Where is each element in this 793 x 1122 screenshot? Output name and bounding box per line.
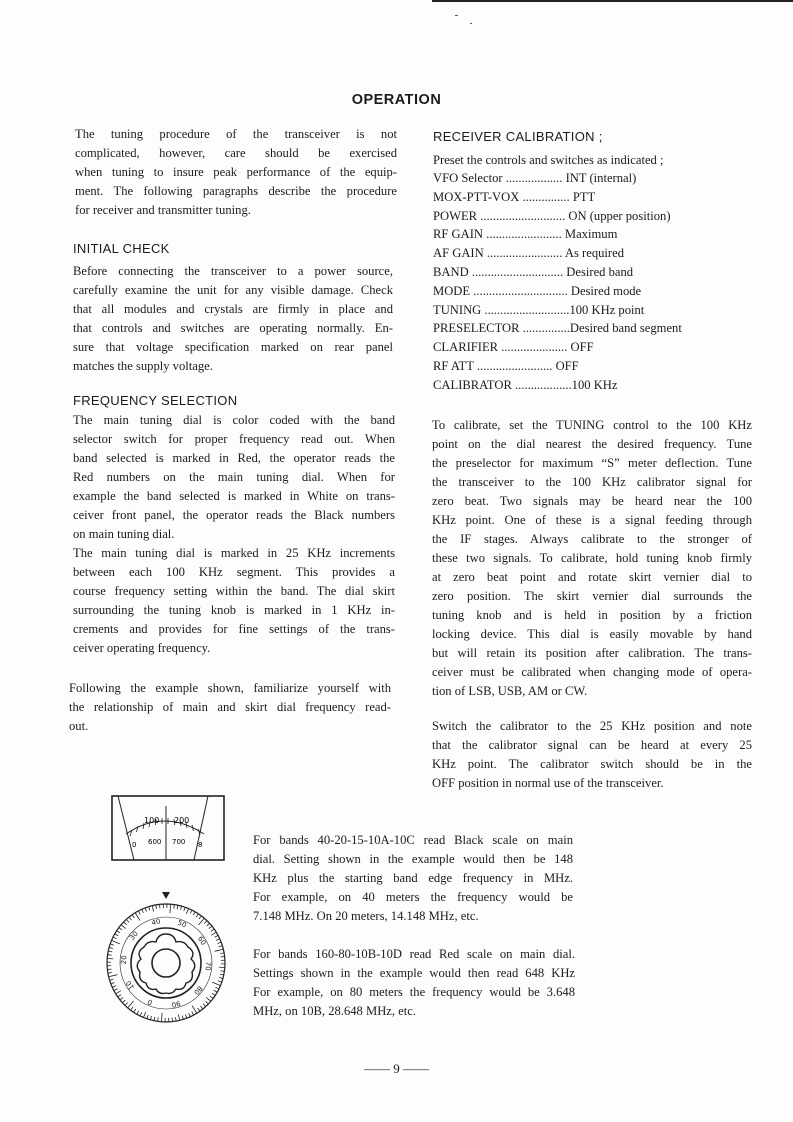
setting-name: RF ATT — [433, 358, 474, 373]
skirt-scale-label: 40 — [150, 917, 162, 928]
setting-name: BAND — [433, 264, 469, 279]
skirt-tick — [115, 934, 118, 936]
skirt-tick — [174, 905, 175, 909]
skirt-tick — [132, 915, 134, 918]
text-line: sure that voltage specification marked on rear panel — [73, 340, 393, 354]
skirt-tick — [122, 1000, 125, 1003]
setting-leader-dots: ........................ — [483, 227, 565, 242]
skirt-tick — [131, 1007, 133, 1010]
skirt-tick — [199, 916, 201, 919]
skirt-tick — [129, 917, 132, 920]
skirt-tick — [124, 922, 127, 925]
text-line: that all modules and crystals are firmly in place and — [73, 302, 393, 316]
skirt-tick — [185, 1014, 186, 1018]
skirt-scale-label: 50 — [176, 918, 188, 930]
setting-leader-dots: ........................ — [483, 246, 565, 261]
skirt-tick — [220, 974, 224, 975]
skirt-tick — [204, 921, 207, 924]
setting-value: PTT — [572, 189, 596, 204]
setting-name: MODE — [433, 283, 471, 298]
skirt-dial — [107, 904, 225, 1022]
text-line: Before connecting the transceiver to a power source, — [73, 264, 393, 278]
skirt-tick — [206, 997, 211, 1001]
setting-value: INT (internal) — [565, 171, 637, 185]
skirt-tick — [218, 981, 222, 982]
skirt-tick — [181, 906, 182, 910]
text-line: For bands 40-20-15-10A-10C read Black scale on main — [253, 833, 573, 847]
text-line: tion of LSB, USB, AM or CW. — [432, 684, 588, 698]
setting-name: VFO Selector — [433, 171, 503, 185]
skirt-tick — [177, 905, 178, 909]
skirt-tick — [198, 1008, 200, 1011]
text-line: when tuning to insure peak performance of the equip- — [75, 165, 397, 179]
main-scale-label: 700 — [172, 838, 186, 846]
setting-row — [433, 357, 763, 376]
skirt-tick — [212, 982, 220, 985]
skirt-tick — [135, 913, 140, 921]
text-line: on main tuning dial. — [73, 527, 175, 541]
text-line: Settings shown in the example would then read 648 KHz — [253, 966, 575, 980]
red-scale-paragraph — [253, 945, 575, 1021]
text-line: ceiver front panel, the operator reads the Black numbers — [73, 508, 395, 522]
skirt-tick — [211, 929, 214, 931]
skirt-tick — [138, 911, 140, 915]
skirt-tick — [209, 926, 212, 929]
skirt-tick — [212, 993, 215, 995]
setting-leader-dots: ........................... — [481, 302, 570, 317]
frequency-selection-paragraph-3 — [69, 679, 391, 736]
text-line: the relationship of main and skirt dial frequency read- — [69, 700, 391, 714]
text-line: zero beat. Two signals may be heard near the 100 — [432, 494, 752, 508]
setting-name: PRESELECTOR — [433, 321, 520, 336]
skirt-tick — [119, 928, 122, 930]
text-line: KHz point. One of these is a signal feeding through — [432, 513, 752, 527]
text-line: The tuning procedure of the transceiver is not — [75, 127, 397, 141]
text-line: OFF position in normal use of the transceiver. — [432, 776, 664, 790]
text-line: course frequency setting within the band. The dial skirt — [73, 584, 395, 598]
text-line: ment. The following paragraphs describe the procedure — [75, 184, 397, 198]
skirt-tick — [111, 940, 119, 943]
text-line: MHz, on 10B, 28.648 MHz, etc. — [253, 1004, 416, 1018]
setting-leader-dots: ........................ — [473, 358, 556, 373]
skirt-tick — [210, 996, 213, 998]
main-scale-label: 100 — [144, 816, 160, 825]
skirt-tick — [206, 1001, 209, 1004]
skirt-tick — [114, 989, 118, 991]
text-line: selector switch for proper frequency read out. When — [73, 432, 395, 446]
scan-speck — [470, 23, 472, 24]
initial-check-heading: INITIAL CHECK — [73, 241, 170, 256]
setting-name: CALIBRATOR — [433, 377, 512, 392]
skirt-tick — [134, 1009, 136, 1012]
text-line: out. — [69, 719, 89, 733]
skirt-scale-label: 80 — [192, 984, 204, 997]
settings-list — [433, 169, 763, 395]
setting-row — [433, 188, 763, 207]
setting-row — [433, 338, 763, 357]
skirt-tick — [117, 931, 120, 933]
calibrator-switch-paragraph — [432, 717, 752, 793]
setting-row — [433, 244, 763, 263]
skirt-tick — [196, 914, 198, 917]
setting-leader-dots: .............................. — [470, 283, 571, 298]
calibration-paragraph — [432, 416, 752, 701]
text-line: complicated, however, care should be exercised — [75, 146, 397, 160]
skirt-tick — [220, 953, 224, 954]
main-dial-window — [112, 796, 224, 860]
frequency-selection-paragraph-1 — [73, 411, 395, 658]
skirt-tick — [161, 1013, 162, 1022]
text-line: The main tuning dial is marked in 25 KHz increments — [73, 546, 395, 560]
text-line: Red numbers on the main tuning dial. When for — [73, 470, 395, 484]
skirt-tick — [158, 1017, 159, 1021]
text-line: example the band selected is marked in White on trans- — [73, 489, 395, 503]
initial-check-paragraph — [73, 262, 393, 376]
skirt-tick — [108, 955, 112, 956]
text-line: Following the example shown, familiarize yourself with — [69, 681, 391, 695]
skirt-tick — [215, 935, 219, 937]
skirt-tick — [156, 905, 157, 909]
text-line: 7.148 MHz. On 20 meters, 14.148 MHz, etc. — [253, 909, 479, 923]
main-scale-label: 0 — [132, 841, 137, 849]
setting-name: POWER — [433, 208, 478, 223]
text-line: band selected is marked in Red, the operator reads the — [73, 451, 395, 465]
skirt-scale-label: 20 — [119, 955, 129, 965]
skirt-tick — [143, 1012, 145, 1018]
setting-leader-dots: ............... — [519, 321, 570, 336]
setting-name: TUNING — [433, 302, 482, 317]
skirt-tick — [120, 997, 123, 1000]
skirt-tick — [184, 907, 185, 911]
skirt-tick — [125, 1003, 128, 1006]
main-scale-label: 200 — [174, 816, 190, 825]
skirt-tick — [126, 919, 129, 922]
skirt-tick — [186, 908, 188, 914]
setting-name: MOX-PTT-VOX — [433, 189, 520, 204]
text-line: zero position. The skirt vernier dial surrounds the — [432, 589, 752, 603]
skirt-scale-label: 10 — [124, 979, 137, 991]
setting-row — [433, 207, 763, 226]
skirt-tick — [147, 1015, 148, 1019]
skirt-tick — [149, 907, 150, 911]
text-line: dial. Setting shown in the example would then be 148 — [253, 852, 573, 866]
skirt-tick — [190, 910, 192, 914]
text-line: KHz plus the starting band edge frequency in MHz. — [253, 871, 573, 885]
setting-row — [433, 319, 763, 338]
skirt-scale-label: 30 — [128, 929, 140, 942]
skirt-tick — [109, 947, 113, 948]
text-line: that the calibrator signal can be heard at every 25 — [432, 738, 752, 752]
text-line: ceiver operating frequency. — [73, 641, 211, 655]
setting-leader-dots: ........................... — [477, 208, 569, 223]
setting-row — [433, 376, 763, 395]
text-line: KHz point. The calibrator switch should be in the — [432, 757, 752, 771]
skirt-tick — [219, 978, 223, 979]
skirt-tick — [220, 971, 224, 972]
text-line: for receiver and transmitter tuning. — [75, 203, 251, 217]
skirt-tick — [137, 1011, 139, 1014]
text-line: tuning knob and is held in position by a friction — [432, 608, 752, 622]
skirt-tick — [154, 1017, 155, 1021]
tuning-knob — [137, 934, 195, 994]
receiver-calibration-heading: RECEIVER CALIBRATION ; — [433, 129, 603, 144]
skirt-scale-label: 60 — [195, 935, 208, 947]
skirt-tick — [116, 991, 121, 994]
setting-value: ON (upper position) — [568, 208, 671, 223]
setting-value: 100 KHz — [571, 377, 618, 392]
setting-row — [433, 282, 763, 301]
text-line: these two signals. To calibrate, hold tuning knob firmly — [432, 551, 752, 565]
skirt-scale-label: 0 — [146, 997, 154, 1007]
setting-value: OFF — [570, 340, 594, 355]
text-line: matches the supply voltage. — [73, 359, 213, 373]
dial-figure — [104, 792, 240, 1028]
skirt-tick — [192, 1006, 197, 1014]
preset-line: Preset the controls and switches as indicated ; — [433, 153, 664, 167]
setting-name: CLARIFIER — [433, 340, 499, 355]
skirt-tick — [193, 912, 195, 915]
setting-value: Desired band — [566, 264, 634, 279]
skirt-tick — [203, 1004, 206, 1007]
setting-leader-dots: ..................... — [498, 340, 571, 355]
text-line: For bands 160-80-10B-10D read Red scale on main dial. — [253, 947, 575, 961]
skirt-tick — [110, 979, 114, 980]
skirt-tick — [170, 904, 171, 913]
text-line: but will retain its position after calibration. The trans- — [432, 646, 752, 660]
skirt-tick — [150, 1016, 151, 1020]
skirt-tick — [215, 949, 224, 951]
frequency-selection-heading: FREQUENCY SELECTION — [73, 393, 238, 408]
setting-leader-dots: ............................. — [468, 264, 567, 279]
text-line: the transceiver to the 100 KHz calibrator signal for — [432, 475, 752, 489]
setting-value: 100 KHz point — [569, 302, 645, 317]
setting-value: As required — [564, 246, 625, 261]
text-line: To calibrate, set the TUNING control to the 100 KHz — [432, 418, 752, 432]
setting-name: RF GAIN — [433, 227, 484, 242]
setting-value: Desired mode — [570, 283, 642, 298]
page-number: —— 9 —— — [364, 1061, 429, 1076]
skirt-tick — [189, 1013, 191, 1017]
dial-pointer-icon — [162, 892, 170, 899]
text-line: For example, on 80 meters the frequency would be 3.648 — [253, 985, 575, 999]
skirt-scale-label: 90 — [170, 998, 182, 1009]
skirt-tick — [108, 951, 112, 952]
skirt-tick — [142, 909, 144, 913]
text-line: locking device. This dial is easily movable by hand — [432, 627, 752, 641]
top-border-line — [432, 0, 793, 2]
text-line: ceiver must be calibrated when changing mode of opera- — [432, 665, 752, 679]
setting-leader-dots: ............... — [519, 189, 573, 204]
skirt-tick — [192, 1012, 194, 1016]
black-scale-paragraph — [253, 831, 573, 926]
setting-value: Maximum — [564, 227, 618, 242]
skirt-tick — [207, 923, 210, 926]
page-title: OPERATION — [351, 92, 442, 108]
skirt-tick — [111, 982, 115, 983]
skirt-tick — [214, 990, 217, 992]
skirt-scale-label: 70 — [203, 961, 213, 971]
text-line: point on the dial nearest the desired frequency. Tune — [432, 437, 752, 451]
skirt-tick — [200, 1006, 203, 1009]
text-line: surrounding the tuning knob is marked in 1 KHz in- — [73, 603, 395, 617]
skirt-tick — [175, 1017, 176, 1021]
skirt-tick — [121, 925, 126, 929]
setting-row — [433, 169, 763, 188]
skirt-tick — [109, 975, 118, 977]
intro-paragraph — [75, 125, 397, 220]
main-scale-label: 600 — [148, 838, 162, 846]
setting-row — [433, 301, 763, 320]
text-line: crements and provides for fine settings of the trans- — [73, 622, 395, 636]
setting-leader-dots: .................. — [511, 377, 572, 392]
skirt-tick — [217, 942, 221, 943]
skirt-tick — [145, 908, 146, 912]
text-line: Switch the calibrator to the 25 KHz position and note — [432, 719, 752, 733]
tuning-knob-rim — [131, 928, 201, 998]
skirt-tick — [112, 986, 116, 988]
skirt-tick — [118, 995, 121, 997]
skirt-tick — [211, 932, 216, 935]
setting-value: Desired band segment — [569, 321, 682, 336]
setting-row — [433, 225, 763, 244]
skirt-tick — [110, 944, 114, 945]
skirt-tick — [182, 1016, 183, 1020]
text-line: the IF stages. Always calibrate to the stronger of — [432, 532, 752, 546]
skirt-tick — [178, 1015, 179, 1021]
scan-speck — [455, 15, 458, 16]
skirt-tick — [215, 987, 219, 989]
setting-row — [433, 263, 763, 282]
setting-value: OFF — [555, 358, 579, 373]
text-line: carefully examine the unit for any visible damage. Check — [73, 283, 393, 297]
text-line: between each 100 KHz segment. This provides a — [73, 565, 395, 579]
skirt-tick — [219, 946, 223, 947]
skirt-tick — [216, 939, 220, 941]
text-line: the preselector for maximum “S” meter deflection. Tune — [432, 456, 752, 470]
main-scale-label: 8 — [198, 841, 203, 849]
setting-leader-dots: .................. — [502, 171, 566, 185]
text-line: at zero beat point and rotate skirt vernier dial to — [432, 570, 752, 584]
skirt-tick — [140, 1012, 142, 1016]
text-line: For example, on 40 meters the frequency would be — [253, 890, 573, 904]
text-line: that controls and switches are operating normally. En- — [73, 321, 393, 335]
knob-center — [152, 949, 180, 977]
setting-name: AF GAIN — [433, 246, 484, 261]
skirt-tick — [113, 937, 117, 939]
text-line: The main tuning dial is color coded with the band — [73, 413, 395, 427]
skirt-tick — [152, 906, 153, 912]
skirt-tick — [108, 972, 112, 973]
